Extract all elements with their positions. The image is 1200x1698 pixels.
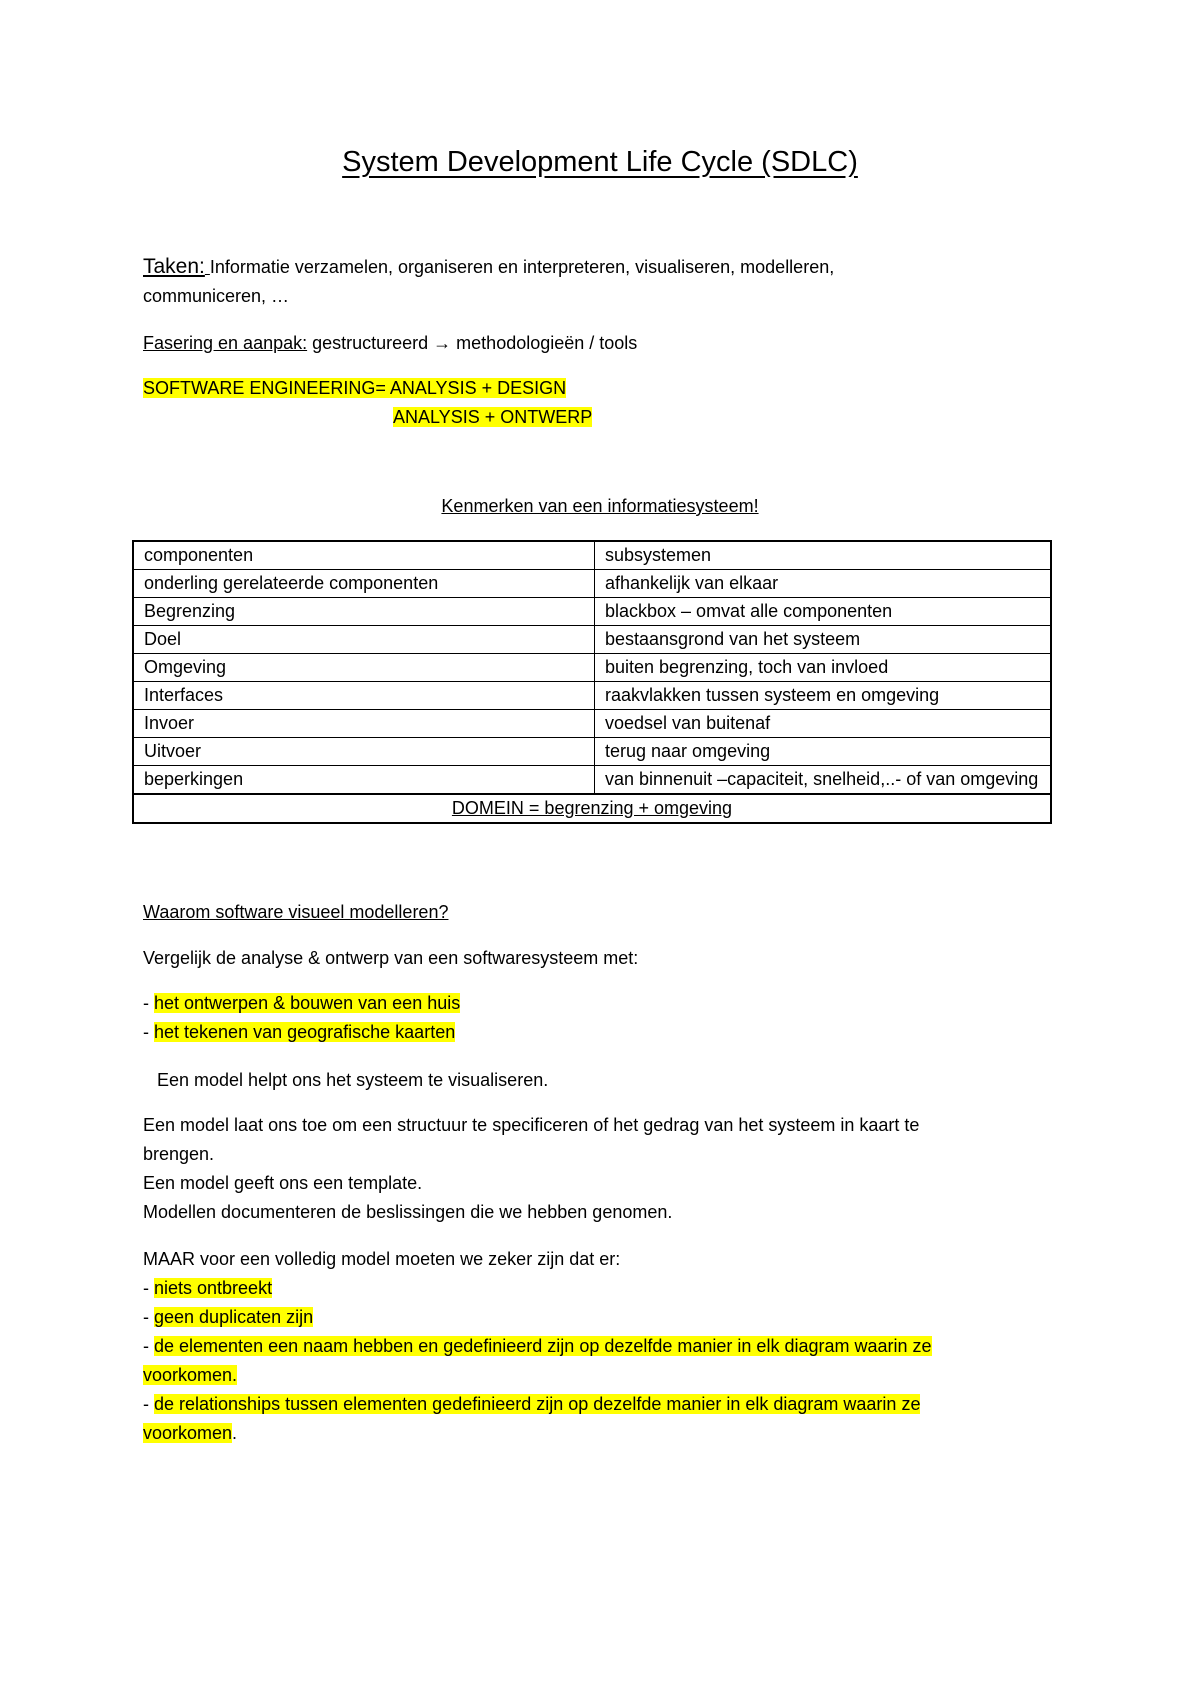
page-title: System Development Life Cycle (SDLC) [342,146,858,178]
table-cell-kenmerk: Uitvoer [133,738,595,766]
table-cell-omschrijving: raakvlakken tussen systeem en omgeving [595,682,1052,710]
fasering-paragraph [143,329,637,358]
domein-formula: DOMEIN = begrenzing + omgeving [133,794,1051,823]
table-cell-omschrijving: subsystemen [595,541,1052,570]
table-cell-omschrijving: terug naar omgeving [595,738,1052,766]
vergelijk-text: Vergelijk de analyse & ontwerp van een softwaresysteem met: [143,948,639,968]
software-engineering-line2: ANALYSIS + ONTWERP [393,407,593,427]
list-item: - geen duplicaten zijn [143,1307,314,1327]
maar-paragraph [143,1245,1063,1448]
table-row [133,570,1051,598]
taken-paragraph [143,252,1063,311]
table-row [133,738,1051,766]
table-row [133,766,1051,795]
table-cell-kenmerk: Interfaces [133,682,595,710]
table-cell-omschrijving: buiten begrenzing, toch van invloed [595,654,1052,682]
list-item: - het ontwerpen & bouwen van een huis [143,993,461,1013]
vergelijk-list [143,989,460,1047]
table-cell-kenmerk: Begrenzing [133,598,595,626]
table-cell-kenmerk: Omgeving [133,654,595,682]
table-cell-omschrijving: bestaansgrond van het systeem [595,626,1052,654]
table-footer-row [133,794,1051,823]
waarom-heading: Waarom software visueel modelleren? [143,902,449,922]
model-helpt-text: Een model helpt ons het systeem te visualiseren. [157,1070,549,1090]
list-item: - de relationships tussen elementen gedefinieerd zijn op dezelfde manier in elk diagram waarin ze [143,1394,921,1414]
table-row [133,626,1051,654]
table-cell-omschrijving: voedsel van buitenaf [595,710,1052,738]
taken-label: Taken: [143,255,205,278]
software-engineering-line1: SOFTWARE ENGINEERING= ANALYSIS + DESIGN [143,378,567,398]
kenmerken-heading: Kenmerken van een informatiesysteem! [441,496,759,516]
fasering-label: Fasering en aanpak: [143,333,308,353]
table-cell-kenmerk: Doel [133,626,595,654]
list-item: - niets ontbreekt [143,1278,273,1298]
list-item-cont: voorkomen. [143,1365,238,1385]
table-cell-omschrijving: blackbox – omvat alle componenten [595,598,1052,626]
list-item: - de elementen een naam hebben en gedefinieerd zijn op dezelfde manier in elk diagram waarin ze [143,1336,932,1356]
table-row [133,598,1051,626]
table-row [133,710,1051,738]
table-cell-kenmerk: componenten [133,541,595,570]
maar-intro: MAAR voor een volledig model moeten we zeker zijn dat er: [143,1249,621,1269]
kenmerken-table [132,540,1052,824]
table-row [133,682,1051,710]
table-cell-omschrijving: van binnenuit –capaciteit, snelheid,..- of van omgeving [595,766,1052,795]
list-item-cont: voorkomen. [143,1423,238,1443]
table-row [133,654,1051,682]
table-cell-kenmerk: Invoer [133,710,595,738]
taken-text-cont: communiceren, … [143,286,290,306]
table-cell-kenmerk: beperkingen [133,766,595,795]
list-item: - het tekenen van geografische kaarten [143,1022,456,1042]
table-row [133,541,1051,570]
table-cell-omschrijving: afhankelijk van elkaar [595,570,1052,598]
fasering-text: gestructureerd → methodologieën / tools [307,333,638,353]
model-paragraph: Een model laat ons toe om een structuur te specificeren of het gedrag van het systeem in kaart te brengen. Een model geeft ons een template. Modellen documenteren de beslissingen die we hebben genomen. [143,1115,920,1222]
taken-text: Informatie verzamelen, organiseren en interpreteren, visualiseren, modelleren, [209,257,835,277]
table-cell-kenmerk: onderling gerelateerde componenten [133,570,595,598]
